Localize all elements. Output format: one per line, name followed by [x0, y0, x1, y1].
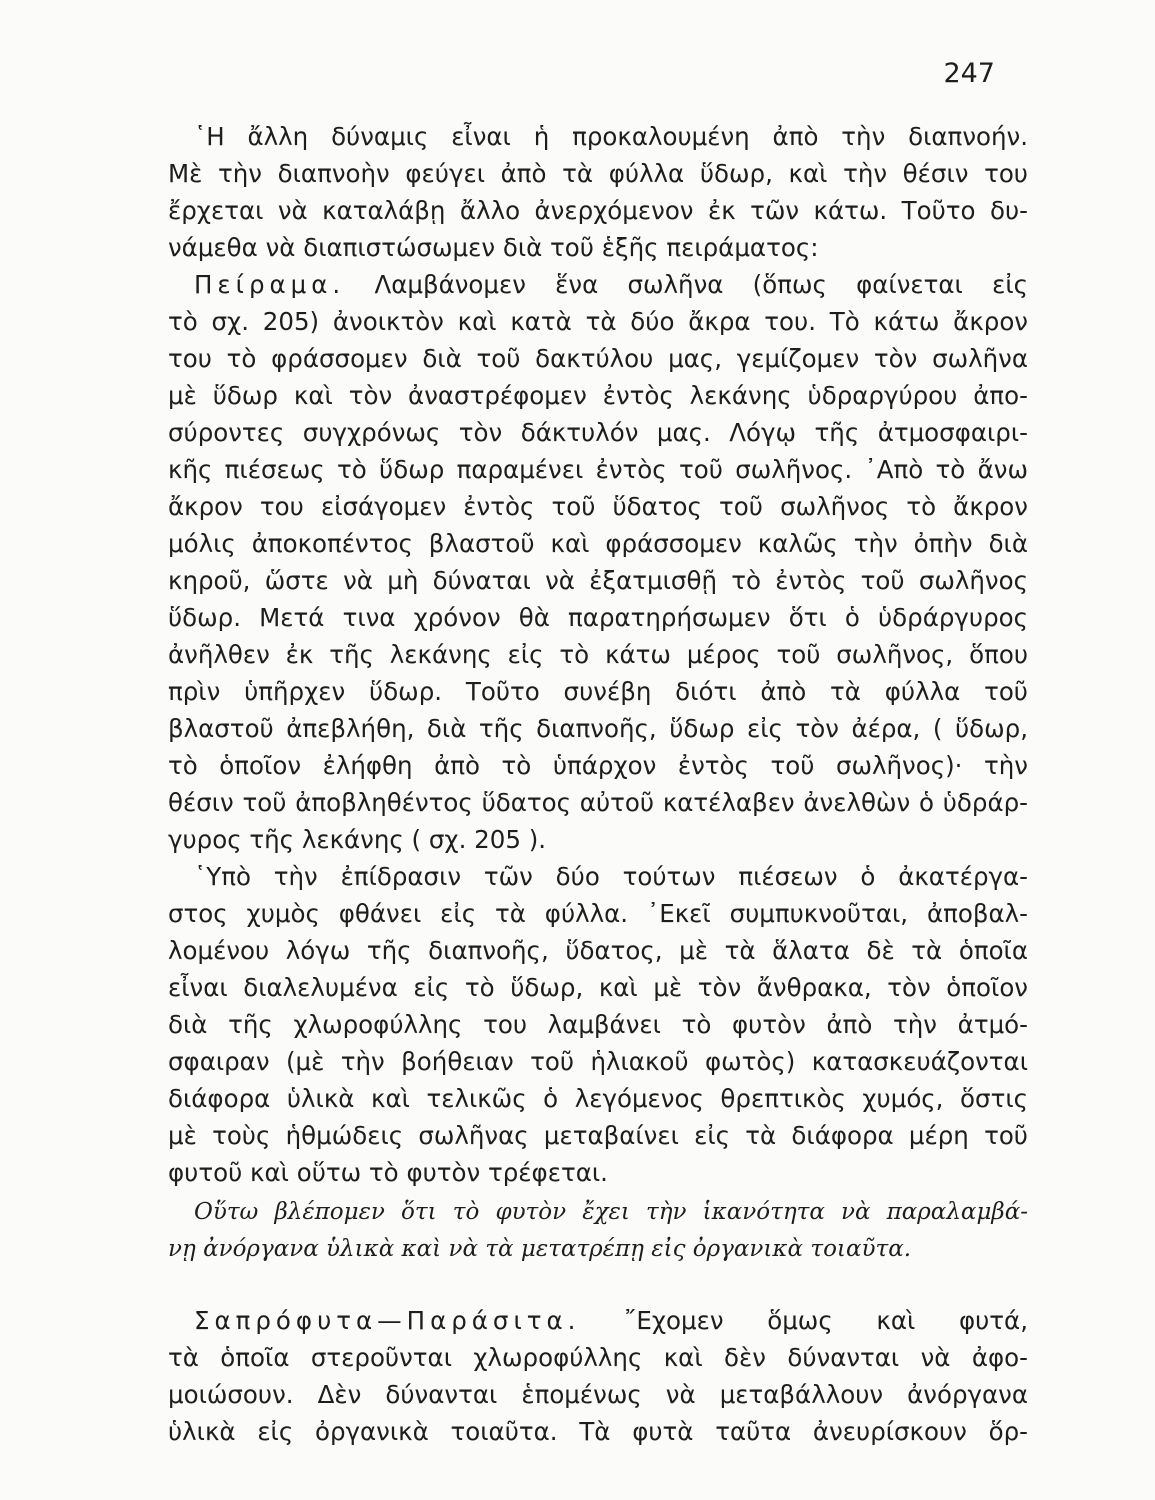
saprophytes-heading: Σαπρόφυτα—Παράσιτα. — [194, 1306, 581, 1335]
text-line: φυτοῦ καὶ οὕτω τὸ φυτὸν τρέφεται. — [168, 1158, 608, 1187]
text-line: κῆς πιέσεως τὸ ὕδωρ παραμένει ἐντὸς τοῦ σωλῆνος. ᾿Απὸ τὸ ἄνω — [168, 455, 1028, 484]
text-line: μὲ τοὺς ἡθμώδεις σωλῆνας μεταβαίνει εἰς τὰ διάφορα μέρη τοῦ — [168, 1121, 1028, 1150]
conclusion-line: Οὕτω βλέπομεν ὅτι τὸ φυτὸν ἔχει τὴν ἱκανότητα νὰ παραλαμβά- — [194, 1199, 1028, 1225]
text-line: ἔρχεται νὰ καταλάβῃ ἄλλο ἀνερχόμενον ἐκ τῶν κάτω. Τοῦτο δυ- — [168, 196, 1028, 225]
text-line: σφαιραν (μὲ τὴν βοήθειαν τοῦ ἡλιακοῦ φωτὸς) κατασκευάζονται — [168, 1047, 1028, 1076]
text-line — [168, 268, 1028, 302]
text-line — [168, 1304, 1028, 1338]
text-line: λομένου λόγω τῆς διαπνοῆς, ὕδατος, μὲ τὰ ἅλατα δὲ τὰ ὁποῖα — [168, 936, 1028, 965]
text-line: διάφορα ὑλικὰ καὶ τελικῶς ὁ λεγόμενος θρεπτικὸς χυμός, ὅστις — [168, 1084, 1028, 1113]
text-line: τὸ ὁποῖον ἐλήφθη ἀπὸ τὸ ὑπάρχον ἐντὸς τοῦ σωλῆνος)· τὴν — [168, 751, 1028, 780]
text-line-content: Λαμβάνομεν ἕνα σωλῆνα (ὅπως φαίνεται εἰς — [374, 270, 1028, 299]
text-line: μόλις ἀποκοπέντος βλαστοῦ καὶ φράσσομεν καλῶς τὴν ὀπὴν διὰ — [168, 529, 1028, 558]
text-line: νάμεθα νὰ διαπιστώσωμεν διὰ τοῦ ἑξῆς πειράματος: — [168, 233, 819, 262]
text-line: μοιώσουν. Δὲν δύνανται ἑπομένως νὰ μεταβάλλουν ἀνόργανα — [168, 1380, 1028, 1409]
text-line: τὸ σχ. 205) ἀνοικτὸν καὶ κατὰ τὰ δύο ἄκρα του. Τὸ κάτω ἄκρον — [168, 307, 1028, 336]
text-line: κηροῦ, ὥστε νὰ μὴ δύναται νὰ ἐξατμισθῇ τὸ ἐντὸς τοῦ σωλῆνος — [168, 566, 1028, 595]
text-line: τὰ ὁποῖα στεροῦνται χλωροφύλλης καὶ δὲν δύνανται νὰ ἀφο- — [168, 1343, 1028, 1372]
text-line: εἶναι διαλελυμένα εἰς τὸ ὕδωρ, καὶ μὲ τὸν ἄνθρακα, τὸν ὁποῖον — [168, 973, 1028, 1002]
text-line: ῾Υπὸ τὴν ἐπίδρασιν τῶν δύο τούτων πιέσεων ὁ ἀκατέργα- — [194, 862, 1028, 891]
text-line: ῾Η ἄλλη δύναμις εἶναι ἡ προκαλουμένη ἀπὸ τὴν διαπνοήν. — [194, 122, 1028, 151]
text-line: ὑλικὰ εἰς ὀργανικὰ τοιαῦτα. Τὰ φυτὰ ταῦτα ἀνευρίσκουν ὅρ- — [168, 1417, 1028, 1446]
text-line: γυρος τῆς λεκάνης ( σχ. 205 ). — [168, 825, 547, 854]
page-number: 247 — [943, 58, 995, 89]
text-line: βλαστοῦ ἀπεβλήθη, διὰ τῆς διαπνοῆς, ὕδωρ εἰς τὸν ἀέρα, ( ὕδωρ, — [168, 714, 1028, 743]
text-line: ὕδωρ. Μετά τινα χρόνον θὰ παρατηρήσωμεν ὅτι ὁ ὑδράργυρος — [168, 603, 1028, 632]
text-line: σύροντες συγχρόνως τὸν δάκτυλόν μας. Λόγῳ τῆς ἀτμοσφαιρι- — [168, 418, 1028, 447]
text-line: ἀνῆλθεν ἐκ τῆς λεκάνης εἰς τὸ κάτω μέρος τοῦ σωλῆνος, ὅπου — [168, 640, 1028, 669]
text-line: ἄκρον του εἰσάγομεν ἐντὸς τοῦ ὕδατος τοῦ σωλῆνος τὸ ἄκρον — [168, 492, 1028, 521]
text-line: Μὲ τὴν διαπνοὴν φεύγει ἀπὸ τὰ φύλλα ὕδωρ, καὶ τὴν θέσιν του — [168, 159, 1028, 188]
text-line: διὰ τῆς χλωροφύλλης του λαμβάνει τὸ φυτὸν ἀπὸ τὴν ἀτμό- — [168, 1010, 1028, 1039]
text-line-content: ῎Εχομεν ὅμως καὶ φυτά, — [624, 1306, 1028, 1335]
text-line: μὲ ὕδωρ καὶ τὸν ἀναστρέφομεν ἐντὸς λεκάνης ὑδραργύρου ἀπο- — [168, 381, 1028, 410]
experiment-heading: Πείραμα. — [194, 270, 346, 299]
text-line: του τὸ φράσσομεν διὰ τοῦ δακτύλου μας, γεμίζομεν τὸν σωλῆνα — [168, 344, 1028, 373]
text-line: πρὶν ὑπῆρχεν ὕδωρ. Τοῦτο συνέβη διότι ἀπὸ τὰ φύλλα τοῦ — [168, 677, 1028, 706]
text-line: θέσιν τοῦ ἀποβληθέντος ὕδατος αὐτοῦ κατέλαβεν ἀνελθὼν ὁ ὑδράρ- — [168, 788, 1028, 817]
conclusion-line: νῃ ἀνόργανα ὑλικὰ καὶ νὰ τὰ μετατρέπῃ εἰς ὀργανικὰ τοιαῦτα. — [168, 1236, 912, 1262]
text-line: στος χυμὸς φθάνει εἰς τὰ φύλλα. ᾿Εκεῖ συμπυκνοῦται, ἀποβαλ- — [168, 899, 1028, 928]
